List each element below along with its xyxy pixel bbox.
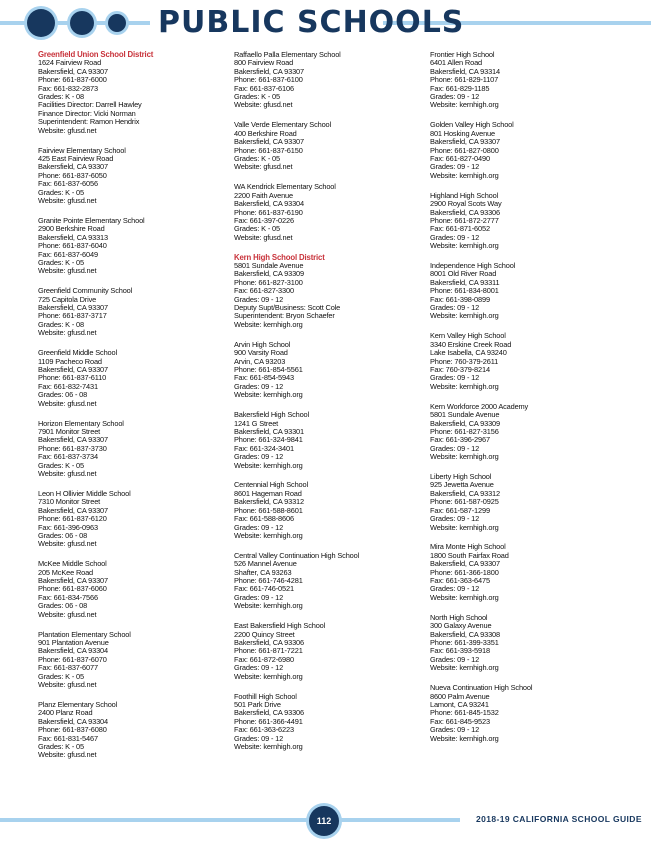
entry-line: Bakersfield, CA 93307 [38, 303, 108, 313]
fax-line: Fax: 661-831-5467 [38, 733, 98, 743]
entry-line: Facilities Director: Darrell Hawley [38, 100, 142, 110]
school-entry [38, 701, 228, 760]
entry-line: Bakersfield, CA 93307 [38, 365, 108, 374]
entry-line: 1109 Pacheco Road [38, 356, 102, 366]
entry-line: Bakersfield, CA 93307 [234, 66, 304, 76]
entry-line: 205 McKee Road [38, 567, 94, 577]
school-name: Greenfield Middle School [38, 348, 117, 358]
grades-line: Grades: K - 05 [234, 92, 280, 102]
entry-line: Bakersfield, CA 93308 [430, 629, 500, 639]
entry-line: 2900 Royal Scots Way [430, 199, 502, 209]
entry-line: 6401 Allen Road [430, 58, 482, 68]
phone-line: Phone: 661-837-6150 [234, 145, 303, 155]
phone-line: Phone: 661-399-3351 [430, 637, 499, 647]
school-entry [38, 287, 228, 337]
school-entry [38, 217, 228, 276]
header-dot-large [27, 9, 55, 37]
website-line: Website: kernhigh.org [234, 390, 303, 400]
school-name: Fairview Elementary School [38, 145, 126, 155]
entry-line: 2400 Planz Road [38, 708, 93, 718]
website-line: Website: kernhigh.org [430, 452, 499, 462]
fax-line: Fax: 661-837-6049 [38, 249, 98, 259]
grades-line: Grades: K - 08 [38, 319, 84, 329]
entry-line: Bakersfield, CA 93307 [234, 137, 304, 147]
school-name: WA Kendrick Elementary School [234, 182, 336, 192]
entry-line: Bakersfield, CA 93301 [234, 426, 304, 436]
fax-line: Fax: 661-837-6056 [38, 179, 98, 189]
fax-line: Fax: 661-746-0521 [234, 584, 294, 594]
fax-line: Fax: 661-837-6077 [38, 663, 98, 673]
website-line: Website: kernhigh.org [234, 741, 303, 751]
phone-line: Phone: 661-746-4281 [234, 576, 303, 586]
school-name: Granite Pointe Elementary School [38, 215, 145, 225]
entry-line: 925 Jewetta Avenue [430, 480, 494, 490]
grades-line: Grades: 09 - 12 [430, 92, 480, 102]
grades-line: Grades: K - 05 [38, 257, 84, 267]
website-line: Website: kernhigh.org [430, 100, 499, 110]
entry-line: Superintendent: Ramon Hendrix [38, 117, 140, 127]
grades-line: Grades: 09 - 12 [430, 725, 480, 735]
fax-line: Fax: 661-827-0490 [430, 153, 490, 163]
grades-line: Grades: 09 - 12 [234, 733, 284, 743]
grades-line: Grades: 09 - 12 [234, 663, 284, 673]
grades-line: Grades: K - 05 [234, 224, 280, 234]
entry-line: Bakersfield, CA 93306 [234, 708, 304, 718]
school-entry [38, 560, 228, 619]
school-name: Mira Monte High School [430, 542, 506, 552]
grades-line: Grades: 09 - 12 [234, 522, 284, 532]
grades-line: Grades: 09 - 12 [430, 232, 480, 242]
website-line: Website: gfusd.net [38, 125, 97, 135]
fax-line: Fax: 661-845-9523 [430, 716, 490, 726]
guide-title: 2018-19 CALIFORNIA SCHOOL GUIDE [476, 814, 642, 824]
school-name: Frontier High School [430, 50, 495, 59]
phone-line: Phone: 661-829-1107 [430, 75, 499, 85]
school-name: Independence High School [430, 261, 516, 271]
school-name: East Bakersfield High School [234, 621, 326, 631]
website-line: Website: gfusd.net [38, 468, 97, 478]
entry-line: Bakersfield, CA 93307 [430, 559, 500, 569]
grades-line: Grades: 09 - 12 [430, 373, 480, 383]
website-line: Website: kernhigh.org [234, 671, 303, 681]
phone-line: Phone: 760-379-2611 [430, 356, 499, 366]
fax-line: Fax: 661-829-1185 [430, 83, 490, 93]
school-name: McKee Middle School [38, 559, 107, 569]
entry-line: Bakersfield, CA 93307 [38, 505, 108, 515]
phone-line: Phone: 661-837-6050 [38, 170, 107, 180]
entry-line: 1800 South Fairfax Road [430, 550, 509, 560]
school-name: Valle Verde Elementary School [234, 120, 331, 130]
website-line: Website: gfusd.net [234, 162, 293, 172]
website-line: Website: kernhigh.org [234, 319, 303, 329]
entry-line: 1624 Fairview Road [38, 58, 102, 68]
fax-line: Fax: 661-396-2967 [430, 435, 490, 445]
school-name: Bakersfield High School [234, 410, 310, 420]
entry-line: Bakersfield, CA 93313 [38, 232, 108, 242]
entry-line: 8601 Hageman Road [234, 488, 302, 498]
entry-line: 300 Galaxy Avenue [430, 621, 492, 631]
school-name: Golden Valley High School [430, 120, 514, 130]
website-line: Website: gfusd.net [38, 750, 97, 760]
entry-line: Bakersfield, CA 93307 [430, 137, 500, 147]
school-entry [234, 693, 424, 752]
school-entry [430, 262, 620, 321]
directory-column-3 [430, 51, 620, 754]
grades-line: Grades: 09 - 12 [234, 381, 284, 391]
school-entry [38, 631, 228, 690]
phone-line: Phone: 661-837-6110 [38, 373, 107, 383]
website-line: Website: gfusd.net [38, 266, 97, 276]
fax-line: Fax: 661-837-6106 [234, 83, 294, 93]
school-name: Plantation Elementary School [38, 629, 131, 639]
school-entry [430, 684, 620, 743]
entry-line: 725 Capitola Drive [38, 294, 97, 304]
school-entry [430, 51, 620, 110]
grades-line: Grades: 09 - 12 [234, 592, 284, 602]
entry-line: Bakersfield, CA 93312 [234, 497, 304, 507]
grades-line: Grades: 06 - 08 [38, 530, 88, 540]
entry-line: Arvin, CA 93203 [234, 356, 286, 366]
fax-line: Fax: 661-587-1299 [430, 505, 490, 515]
phone-line: Phone: 661-845-1532 [430, 708, 499, 718]
entry-line: Bakersfield, CA 93304 [38, 646, 108, 656]
fax-line: Fax: 661-834-7566 [38, 592, 98, 602]
entry-line: 5801 Sundale Avenue [430, 410, 500, 420]
school-name: Greenfield Community School [38, 286, 133, 296]
entry-line: Bakersfield, CA 93306 [430, 207, 500, 217]
school-name: Foothill High School [234, 691, 297, 701]
school-entry [234, 183, 424, 242]
website-line: Website: kernhigh.org [430, 241, 499, 251]
website-line: Website: kernhigh.org [430, 522, 499, 532]
school-entry [38, 490, 228, 549]
grades-line: Grades: 09 - 12 [234, 452, 284, 462]
fax-line: Fax: 661-871-6052 [430, 224, 490, 234]
phone-line: Phone: 661-837-3717 [38, 311, 107, 321]
website-line: Website: gfusd.net [38, 328, 97, 338]
entry-line: Bakersfield, CA 93307 [38, 435, 108, 445]
entry-line: Bakersfield, CA 93307 [38, 66, 108, 76]
phone-line: Phone: 661-366-1800 [430, 567, 499, 577]
phone-line: Phone: 661-827-3100 [234, 277, 303, 287]
school-name: Nueva Continuation High School [430, 683, 533, 693]
school-name: Centennial High School [234, 480, 308, 490]
website-line: Website: gfusd.net [38, 609, 97, 619]
grades-line: Grades: K - 05 [234, 153, 280, 163]
grades-line: Grades: K - 05 [38, 460, 84, 470]
phone-line: Phone: 661-324-9841 [234, 435, 303, 445]
school-entry [430, 121, 620, 180]
phone-line: Phone: 661-871-7221 [234, 646, 303, 656]
phone-line: Phone: 661-837-6100 [234, 75, 303, 85]
phone-line: Phone: 661-837-6040 [38, 241, 107, 251]
school-entry [430, 192, 620, 251]
grades-line: Grades: 09 - 12 [430, 514, 480, 524]
entry-line: Bakersfield, CA 93306 [234, 637, 304, 647]
fax-line: Fax: 760-379-8214 [430, 365, 490, 374]
phone-line: Phone: 661-837-6080 [38, 725, 107, 735]
website-line: Website: kernhigh.org [430, 381, 499, 391]
fax-line: Fax: 661-393-5918 [430, 646, 490, 656]
footer-rule-right [340, 818, 460, 822]
fax-line: Fax: 661-363-6223 [234, 725, 294, 735]
entry-line: Deputy Supt/Business: Scott Cole [234, 303, 341, 313]
phone-line: Phone: 661-837-3730 [38, 443, 107, 453]
entry-line: Shafter, CA 93263 [234, 567, 292, 577]
entry-line: 1241 G Street [234, 418, 279, 428]
phone-line: Phone: 661-837-6120 [38, 514, 107, 524]
phone-line: Phone: 661-837-6060 [38, 584, 107, 594]
phone-line: Phone: 661-872-2777 [430, 215, 499, 225]
school-entry [234, 341, 424, 400]
entry-line: Bakersfield, CA 93304 [38, 716, 108, 726]
fax-line: Fax: 661-827-3300 [234, 286, 294, 296]
entry-line: 2200 Quincy Street [234, 629, 295, 639]
fax-line: Fax: 661-588-8606 [234, 514, 294, 524]
entry-line: 400 Berkshire Road [234, 128, 297, 138]
entry-line: 8001 Old River Road [430, 269, 497, 279]
phone-line: Phone: 661-837-6070 [38, 654, 107, 664]
entry-line: 8600 Palm Avenue [430, 691, 490, 701]
website-line: Website: gfusd.net [38, 196, 97, 205]
website-line: Website: kernhigh.org [234, 601, 303, 611]
entry-line: Bakersfield, CA 93309 [234, 269, 304, 279]
grades-line: Grades: 09 - 12 [430, 654, 480, 664]
entry-line: Bakersfield, CA 93314 [430, 66, 500, 76]
grades-line: Grades: 09 - 12 [430, 162, 480, 172]
school-entry [234, 51, 424, 110]
grades-line: Grades: K - 05 [38, 741, 84, 751]
phone-line: Phone: 661-587-0925 [430, 497, 499, 507]
entry-line: Bakersfield, CA 93307 [38, 576, 108, 586]
school-entry [430, 332, 620, 391]
school-name: Kern Valley High School [430, 331, 506, 341]
grades-line: Grades: K - 05 [38, 671, 84, 681]
school-entry [234, 622, 424, 681]
entry-line: 5801 Sundale Avenue [234, 261, 304, 271]
website-line: Website: kernhigh.org [234, 530, 303, 540]
website-line: Website: kernhigh.org [430, 311, 499, 321]
entry-line: Bakersfield, CA 93309 [430, 418, 500, 428]
school-entry [38, 349, 228, 408]
entry-line: Bakersfield, CA 93304 [234, 199, 304, 209]
school-name: Central Valley Continuation High School [234, 550, 360, 560]
phone-line: Phone: 661-854-5561 [234, 365, 303, 374]
school-entry [234, 411, 424, 470]
school-entry [38, 420, 228, 479]
phone-line: Phone: 661-834-8001 [430, 286, 499, 296]
header-dot-small [108, 14, 126, 32]
fax-line: Fax: 661-837-3734 [38, 452, 98, 462]
school-name: Planz Elementary School [38, 699, 118, 709]
school-name: Leon H Ollivier Middle School [38, 488, 131, 498]
fax-line: Fax: 661-397-0226 [234, 215, 294, 225]
grades-line: Grades: 06 - 08 [38, 390, 88, 400]
entry-line: 526 Mannel Avenue [234, 559, 297, 569]
school-name: Arvin High School [234, 339, 291, 349]
website-line: Website: gfusd.net [38, 398, 97, 408]
website-line: Website: kernhigh.org [430, 170, 499, 180]
grades-line: Grades: 09 - 12 [234, 294, 284, 304]
footer-rule-left [0, 818, 310, 822]
directory-column-1 [38, 51, 228, 771]
phone-line: Phone: 661-366-4491 [234, 716, 303, 726]
website-line: Website: gfusd.net [38, 539, 97, 549]
entry-line: 501 Park Drive [234, 699, 281, 709]
entry-line: 900 Varsity Road [234, 348, 288, 358]
school-entry [430, 614, 620, 673]
school-name: Horizon Elementary School [38, 418, 124, 428]
school-entry [234, 552, 424, 611]
website-line: Website: gfusd.net [38, 680, 97, 689]
grades-line: Grades: 09 - 12 [430, 443, 480, 453]
phone-line: Phone: 661-588-8601 [234, 505, 303, 515]
entry-line: Bakersfield, CA 93312 [430, 488, 500, 498]
school-name: Liberty High School [430, 472, 492, 482]
entry-line: 7310 Monitor Street [38, 497, 101, 507]
fax-line: Fax: 661-396-0963 [38, 522, 98, 532]
school-name: Highland High School [430, 190, 499, 200]
page-title: PUBLIC SCHOOLS [158, 5, 465, 40]
school-entry [234, 481, 424, 540]
header-dot-medium [70, 11, 94, 35]
grades-line: Grades: K - 05 [38, 187, 84, 197]
entry-line: 3340 Erskine Creek Road [430, 339, 512, 349]
phone-line: Phone: 661-837-6190 [234, 207, 303, 217]
website-line: Website: kernhigh.org [430, 733, 499, 743]
entry-line: 2200 Faith Avenue [234, 190, 293, 200]
fax-line: Fax: 661-363-6475 [430, 576, 490, 586]
entry-line: 800 Fairview Road [234, 58, 294, 68]
phone-line: Phone: 661-837-6000 [38, 75, 107, 85]
fax-line: Fax: 661-324-3401 [234, 443, 294, 453]
phone-line: Phone: 661-827-3156 [430, 426, 499, 436]
school-entry [430, 543, 620, 602]
entry-line: Finance Director: Vicki Norman [38, 108, 136, 118]
website-line: Website: kernhigh.org [234, 460, 303, 470]
school-entry [430, 403, 620, 462]
school-entry [234, 121, 424, 171]
entry-line: Bakersfield, CA 93307 [38, 162, 108, 172]
grades-line: Grades: 06 - 08 [38, 601, 88, 611]
page-number-badge: 112 [309, 806, 339, 836]
district-entry [38, 51, 228, 135]
website-line: Website: kernhigh.org [430, 663, 499, 673]
grades-line: Grades: 09 - 12 [430, 584, 480, 594]
directory-column-2 [234, 51, 424, 763]
entry-line: 801 Hosking Avenue [430, 128, 495, 138]
entry-line: Lamont, CA 93241 [430, 699, 489, 709]
website-line: Website: gfusd.net [234, 232, 293, 242]
district-name: Kern High School District [234, 252, 325, 262]
entry-line: Bakersfield, CA 93311 [430, 277, 500, 287]
entry-line: Lake Isabella, CA 93240 [430, 348, 507, 358]
fax-line: Fax: 661-872-6980 [234, 654, 294, 664]
grades-line: Grades: K - 08 [38, 92, 84, 102]
entry-line: Superintendent: Bryon Schaefer [234, 311, 335, 321]
school-entry [38, 147, 228, 206]
school-entry [430, 473, 620, 532]
school-name: Raffaello Palla Elementary School [234, 50, 341, 59]
website-line: Website: kernhigh.org [430, 592, 499, 602]
fax-line: Fax: 661-832-2873 [38, 83, 98, 93]
phone-line: Phone: 661-827-0800 [430, 145, 499, 155]
school-name: North High School [430, 612, 488, 622]
district-entry [234, 254, 424, 330]
website-line: Website: gfusd.net [234, 100, 293, 110]
entry-line: 7901 Monitor Street [38, 426, 101, 436]
fax-line: Fax: 661-398-0899 [430, 294, 490, 304]
entry-line: 425 East Fairview Road [38, 153, 114, 163]
entry-line: 2900 Berkshire Road [38, 224, 105, 234]
fax-line: Fax: 661-854-5943 [234, 373, 294, 383]
grades-line: Grades: 09 - 12 [430, 303, 480, 313]
fax-line: Fax: 661-832-7431 [38, 381, 98, 391]
entry-line: 901 Plantation Avenue [38, 637, 109, 647]
district-name: Greenfield Union School District [38, 50, 154, 59]
school-name: Kern Workforce 2000 Academy [430, 401, 529, 411]
